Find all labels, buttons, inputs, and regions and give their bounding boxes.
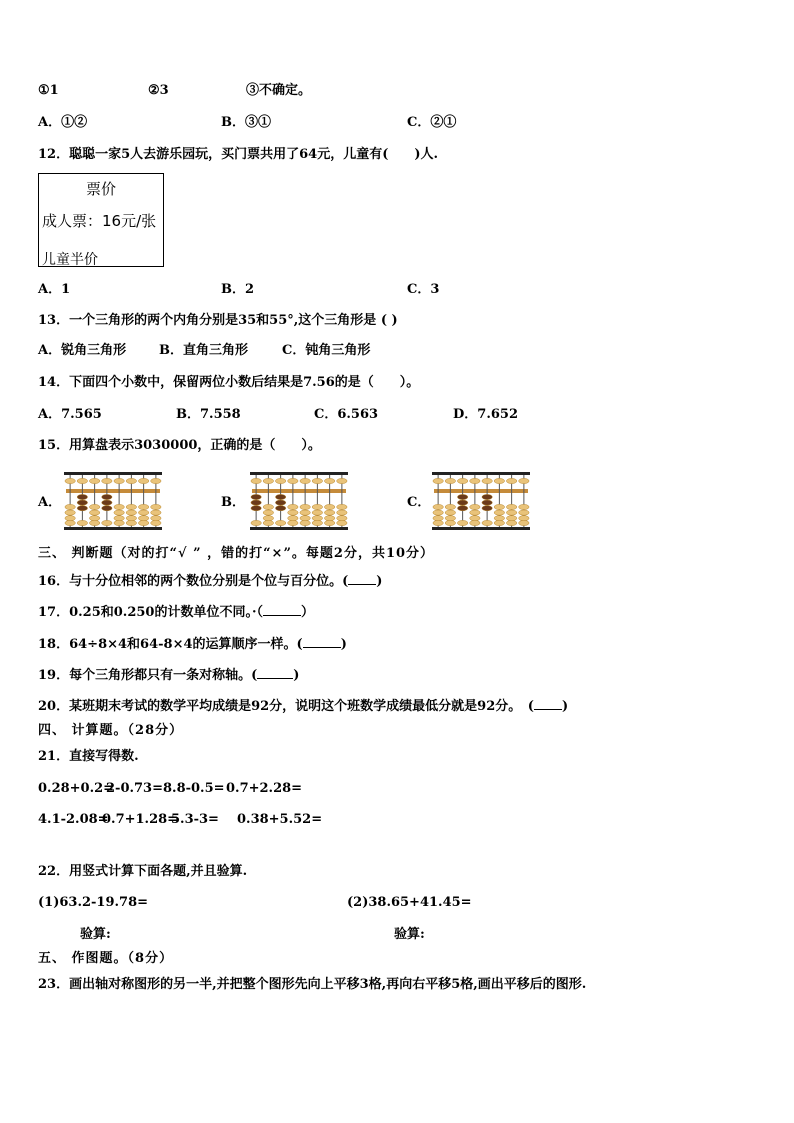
abacus-bead: [65, 516, 75, 521]
abacus-bead: [433, 520, 443, 525]
abacus-bead: [324, 510, 334, 515]
section-4-heading: 四、 计算题。（28分）: [38, 723, 184, 738]
abacus-bead: [138, 478, 148, 483]
section-3-heading: 三、 判断题（对的打“√ ” ，错的打“×”。每题2分，共10分）: [38, 546, 435, 561]
q15-text: 15．用算盘表示3030000，正确的是（ ）。: [38, 438, 321, 453]
choice-text: 7.652: [477, 407, 518, 422]
choice-text: 6.563: [337, 407, 379, 422]
choice-letter: A．: [38, 282, 62, 297]
choice-letter: A．: [38, 407, 62, 422]
abacus-bead: [251, 506, 261, 511]
abacus-bead: [102, 500, 112, 505]
abacus-bead: [494, 516, 504, 521]
q13-choice-b[interactable]: [159, 343, 248, 359]
close-paren: ): [561, 699, 569, 714]
abacus-bead: [337, 478, 347, 483]
abacus-bead: [275, 500, 285, 505]
abacus-bead: [506, 478, 516, 483]
abacus-beam: [434, 489, 528, 493]
abacus-bead: [519, 504, 529, 509]
choice-letter: A．: [38, 115, 62, 130]
choice-letter: D．: [453, 407, 478, 422]
abacus-bead: [494, 520, 504, 525]
abacus-bead: [275, 520, 285, 525]
choice-letter: B．: [221, 282, 245, 297]
abacus-bead: [445, 516, 455, 521]
abacus-bead: [65, 520, 75, 525]
abacus-bead: [445, 520, 455, 525]
q18-text: 18．64÷8×4和64-8×4的运算顺序一样。(: [38, 637, 303, 652]
q19-text: 19．每个三角形都只有一条对称轴。(: [38, 668, 258, 683]
abacus-bead: [77, 494, 87, 499]
abacus-bead: [506, 510, 516, 515]
close-paren: ）: [301, 605, 315, 620]
abacus-bead: [288, 510, 298, 515]
abacus-bead: [482, 520, 492, 525]
close-paren: ): [340, 637, 347, 652]
choice-letter: C．: [314, 407, 338, 422]
abacus-bead: [114, 478, 124, 483]
abacus-bead: [89, 510, 99, 515]
choice-text: 7.565: [61, 407, 102, 422]
q12-choice-b[interactable]: [221, 282, 254, 298]
abacus-bead: [445, 510, 455, 515]
abacus-bead: [151, 516, 161, 521]
choice-text: ①②: [61, 115, 88, 130]
abacus-c-image[interactable]: [432, 472, 530, 530]
abacus-beam: [252, 489, 346, 493]
q21-expr: 0.38+5.52=: [237, 812, 323, 827]
choice-text: ②①: [430, 115, 457, 130]
abacus-bead: [433, 510, 443, 515]
q12-text: 12．聪聪一家5人去游乐园玩，买门票共用了64元，儿童有( )人.: [38, 147, 439, 162]
choice-text: ③①: [245, 115, 272, 130]
choice-letter: C．: [407, 115, 431, 130]
price-title: 票价: [85, 180, 116, 198]
close-paren: ): [376, 574, 383, 589]
q11-item-1: ①1: [38, 83, 59, 98]
abacus-bead: [151, 520, 161, 525]
adult-price: 成人票：16元/张: [42, 212, 157, 230]
abacus-bead: [126, 504, 136, 509]
q18: [38, 635, 347, 653]
abacus-bead: [89, 520, 99, 525]
choice-text: 钝角三角形: [305, 343, 371, 358]
q11-choice-a[interactable]: [38, 115, 87, 131]
abacus-bead: [151, 504, 161, 509]
abacus-bead: [138, 520, 148, 525]
abacus-bead: [89, 516, 99, 521]
abacus-bead: [263, 510, 273, 515]
q15-choice-b[interactable]: B．: [221, 495, 245, 510]
q21-expr: 4.1-2.08=: [38, 812, 109, 827]
abacus-bead: [519, 520, 529, 525]
q11-item-2: ②3: [148, 83, 169, 98]
q11-choice-c[interactable]: [407, 115, 456, 131]
q13-choice-c[interactable]: [282, 343, 370, 359]
abacus-bead: [138, 504, 148, 509]
abacus-bead: [300, 516, 310, 521]
q16-text: 16．与十分位相邻的两个数位分别是个位与百分位。(: [38, 574, 349, 589]
abacus-bead: [337, 516, 347, 521]
q14-choice-b[interactable]: [176, 407, 241, 423]
q13-text: 13．一个三角形的两个内角分别是35和55°,这个三角形是 ( ): [38, 313, 398, 328]
q15-choice-a[interactable]: A．: [38, 495, 62, 510]
abacus-bead: [470, 510, 480, 515]
q22-text: 22．用竖式计算下面各题,并且验算.: [38, 864, 248, 879]
abacus-bead: [288, 520, 298, 525]
abacus-bead: [114, 516, 124, 521]
abacus-frame-top: [250, 472, 348, 475]
abacus-bead: [151, 510, 161, 515]
abacus-bead: [433, 516, 443, 521]
abacus-bead: [482, 494, 492, 499]
q21-expr: 8.8-0.5=: [163, 781, 225, 796]
abacus-bead: [337, 510, 347, 515]
abacus-bead: [89, 504, 99, 509]
abacus-bead: [251, 500, 261, 505]
abacus-bead: [126, 520, 136, 525]
q21-expr: 0.7+1.28=: [102, 812, 179, 827]
abacus-bead: [519, 516, 529, 521]
q11-choice-b[interactable]: [221, 115, 271, 131]
abacus-bead: [77, 520, 87, 525]
q14-choice-d[interactable]: [453, 407, 518, 423]
abacus-bead: [482, 506, 492, 511]
abacus-bead: [506, 516, 516, 521]
abacus-bead: [457, 520, 467, 525]
abacus-bead: [102, 506, 112, 511]
abacus-bead: [275, 478, 285, 483]
abacus-beam: [66, 489, 160, 493]
q12-choice-a[interactable]: [38, 282, 70, 298]
abacus-bead: [288, 504, 298, 509]
abacus-bead: [506, 520, 516, 525]
q22-check-2: 验算:: [394, 927, 425, 942]
abacus-bead: [77, 506, 87, 511]
abacus-bead: [275, 494, 285, 499]
abacus-bead: [102, 478, 112, 483]
q17-answer-blank[interactable]: [263, 603, 301, 616]
abacus-bead: [324, 516, 334, 521]
abacus-frame-bottom: [432, 527, 530, 530]
q17: [38, 603, 314, 621]
abacus-bead: [494, 478, 504, 483]
abacus-bead: [457, 478, 467, 483]
abacus-bead: [288, 516, 298, 521]
q17-text: 17．0.25和0.250的计数单位不同。·（: [38, 605, 263, 620]
abacus-bead: [300, 510, 310, 515]
abacus-bead: [263, 516, 273, 521]
abacus-bead: [126, 516, 136, 521]
choice-letter: B．: [159, 343, 183, 358]
abacus-bead: [251, 520, 261, 525]
q19-answer-blank[interactable]: [257, 666, 293, 679]
abacus-bead: [263, 504, 273, 509]
q21-expr: 0.28+0.2=: [38, 781, 115, 796]
q14-text: 14．下面四个小数中，保留两位小数后结果是7.56的是（ ）。: [38, 375, 420, 390]
section-5-heading: 五、 作图题。（8分）: [38, 951, 174, 966]
abacus-bead: [324, 478, 334, 483]
abacus-bead: [114, 504, 124, 509]
abacus-frame-bottom: [250, 527, 348, 530]
abacus-bead: [77, 478, 87, 483]
q16: [38, 572, 382, 590]
choice-text: 直角三角形: [183, 343, 249, 358]
abacus-bead: [312, 504, 322, 509]
abacus-bead: [126, 510, 136, 515]
abacus-bead: [275, 506, 285, 511]
abacus-bead: [114, 520, 124, 525]
q16-answer-blank[interactable]: [348, 572, 376, 585]
q22-problem-1: (1)63.2-19.78=: [38, 895, 149, 910]
abacus-bead: [312, 510, 322, 515]
abacus-bead: [102, 520, 112, 525]
choice-letter: A．: [38, 343, 62, 358]
choice-text: 2: [245, 282, 255, 297]
abacus-bead: [337, 520, 347, 525]
choice-text: 1: [61, 282, 71, 297]
abacus-bead: [114, 510, 124, 515]
abacus-bead: [519, 510, 529, 515]
abacus-bead: [77, 500, 87, 505]
choice-letter: B．: [176, 407, 200, 422]
choice-letter: B．: [221, 115, 245, 130]
abacus-bead: [324, 520, 334, 525]
q21-expr: 0.7+2.28=: [226, 781, 303, 796]
abacus-bead: [126, 478, 136, 483]
abacus-bead: [494, 504, 504, 509]
choice-letter: C．: [282, 343, 306, 358]
q18-answer-blank[interactable]: [303, 635, 341, 648]
ticket-price-box: [38, 173, 164, 267]
abacus-bead: [482, 478, 492, 483]
abacus-bead: [482, 500, 492, 505]
child-price: 儿童半价: [42, 252, 98, 268]
abacus-bead: [506, 504, 516, 509]
q13-choice-a[interactable]: [38, 343, 126, 359]
abacus-bead: [457, 506, 467, 511]
abacus-bead: [445, 478, 455, 483]
abacus-bead: [312, 478, 322, 483]
abacus-bead: [470, 504, 480, 509]
q20-answer-blank[interactable]: [534, 697, 562, 710]
abacus-bead: [138, 510, 148, 515]
abacus-bead: [457, 500, 467, 505]
abacus-bead: [470, 516, 480, 521]
abacus-bead: [433, 504, 443, 509]
abacus-bead: [65, 510, 75, 515]
abacus-bead: [288, 478, 298, 483]
abacus-bead: [470, 478, 480, 483]
q22-problem-2: (2)38.65+41.45=: [347, 895, 472, 910]
abacus-frame-top: [432, 472, 530, 475]
abacus-bead: [251, 478, 261, 483]
abacus-bead: [251, 494, 261, 499]
abacus-bead: [337, 504, 347, 509]
abacus-bead: [312, 520, 322, 525]
abacus-bead: [89, 478, 99, 483]
abacus-bead: [151, 478, 161, 483]
abacus-bead: [102, 494, 112, 499]
q14-choice-c[interactable]: [314, 407, 378, 423]
q21-expr: 5.3-3=: [171, 812, 219, 827]
abacus-bead: [470, 520, 480, 525]
abacus-bead: [445, 504, 455, 509]
q20: [38, 697, 568, 715]
q14-choice-a[interactable]: [38, 407, 102, 423]
q23-text: 23．画出轴对称图形的另一半,并把整个图形先向上平移3格,再向右平移5格,画出平移后的图形.: [38, 977, 587, 992]
q21-text: 21．直接写得数.: [38, 749, 139, 764]
choice-text: 3: [430, 282, 440, 297]
choice-text: 锐角三角形: [61, 343, 127, 358]
abacus-bead: [65, 504, 75, 509]
q15-choice-c[interactable]: C．: [407, 495, 431, 510]
abacus-frame-top: [64, 472, 162, 475]
abacus-frame-bottom: [64, 527, 162, 530]
abacus-bead: [312, 516, 322, 521]
q12-choice-c[interactable]: [407, 282, 439, 298]
q21-expr: 2-0.73=: [106, 781, 163, 796]
abacus-a-image[interactable]: [64, 472, 162, 530]
abacus-bead: [300, 504, 310, 509]
q19: [38, 666, 299, 684]
q20-text: 20．某班期末考试的数学平均成绩是92分，说明这个班数学成绩最低分就是92分。 (: [38, 699, 534, 714]
abacus-bead: [433, 478, 443, 483]
q22-check-1: 验算:: [80, 927, 111, 942]
abacus-bead: [263, 520, 273, 525]
abacus-bead: [65, 478, 75, 483]
abacus-bead: [494, 510, 504, 515]
abacus-bead: [300, 520, 310, 525]
q11-item-3: ③不确定。: [246, 83, 312, 98]
abacus-bead: [300, 478, 310, 483]
choice-letter: C．: [407, 282, 431, 297]
abacus-bead: [138, 516, 148, 521]
abacus-bead: [457, 494, 467, 499]
abacus-bead: [263, 478, 273, 483]
abacus-bead: [324, 504, 334, 509]
choice-text: 7.558: [200, 407, 241, 422]
abacus-b-image[interactable]: [250, 472, 348, 530]
close-paren: ): [293, 668, 300, 683]
abacus-bead: [519, 478, 529, 483]
